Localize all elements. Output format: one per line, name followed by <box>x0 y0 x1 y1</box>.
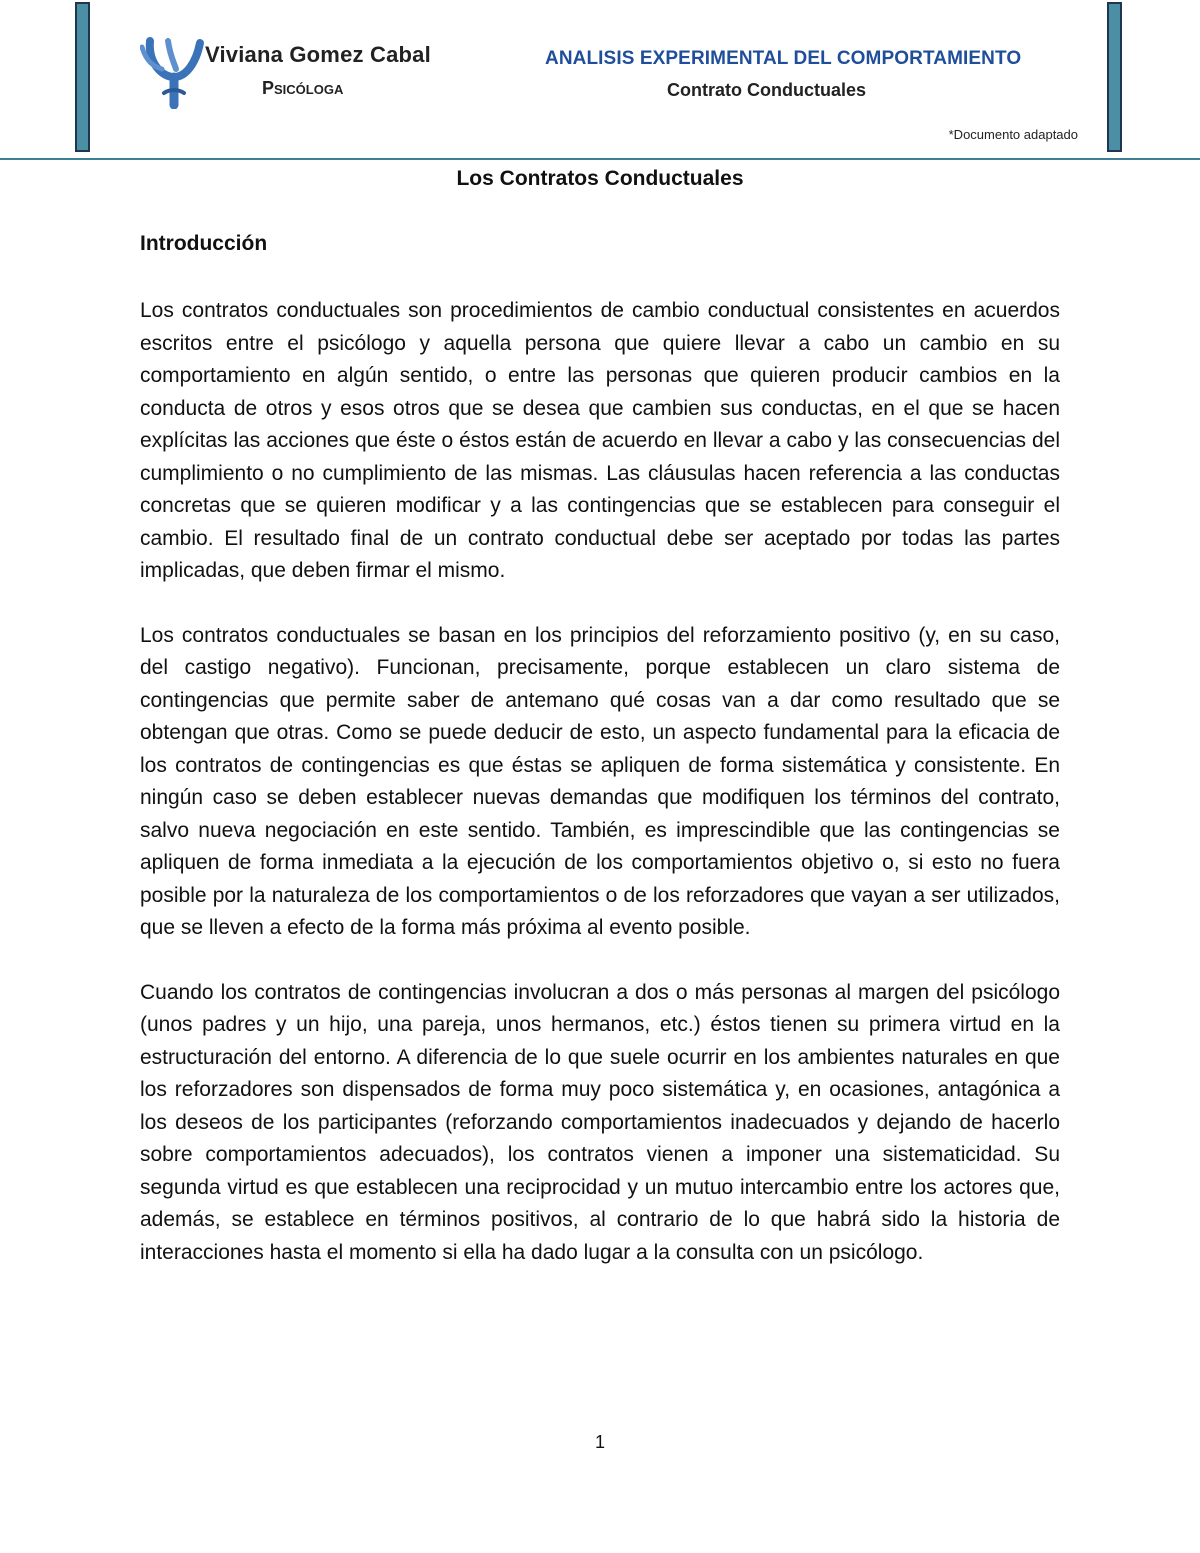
paragraph: Cuando los contratos de contingencias involucran a dos o más personas al margen del psicólogo (unos padres y un hijo, una pareja, unos hermanos, etc.) éstos tienen su primera virtud en la estructuración del entorno. A diferencia de lo que suele ocurrir en los ambientes naturales en que los reforzadores son dispensados de forma muy poco sistemática y, en ocasiones, antagónica a los deseos de los participantes (reforzando comportamientos inadecuados y dejando de hacerlo sobre comportamientos adecuados), los contratos vienen a imponer una sistematicidad. Su segunda virtud es que establecen una reciprocidad y un mutuo intercambio entre los actores que, además, se establece en términos positivos, al contrario de lo que habrá sido la historia de interacciones hasta el momento si ella ha dado lugar a la consulta con un psicólogo. <box>140 980 1060 1264</box>
header-divider <box>0 158 1200 160</box>
header-title: ANALISIS EXPERIMENTAL DEL COMPORTAMIENTO <box>545 48 1022 69</box>
logo-icon <box>140 33 210 109</box>
page-number: 1 <box>594 1432 605 1452</box>
left-accent-bar <box>75 2 90 152</box>
logo-name: Viviana Gomez Cabal <box>205 42 431 67</box>
document-title: Los Contratos Conductuales <box>456 167 744 190</box>
paragraph: Los contratos conductuales se basan en los principios del reforzamiento positivo (y, en su caso, del castigo negativo). Funcionan, precisamente, porque establecen un claro sistema de contingencias que permite saber de antemano qué cosas van a dar como resultado que se obtengan que otras. Como se puede deducir de esto, un aspecto fundamental para la eficacia de los contratos de contingencias es que éstas se apliquen de forma sistemática y consistente. En ningún caso se deben establecer nuevas demandas que modifiquen los términos del contrato, salvo nueva negociación en este sentido. También, es imprescindible que las contingencias se apliquen de forma inmediata a la ejecución de los comportamientos objetivo o, si esto no fuera posible por la naturaleza de los comportamientos o de los reforzadores que vayan a ser utilizados, que se lleven a efecto de la forma más próxima al evento posible. <box>140 623 1060 939</box>
paragraph: Los contratos conductuales son procedimientos de cambio conductual consistentes en acuerdos escritos entre el psicólogo y aquella persona que quiere llevar a cabo un cambio en su comportamiento en algún sentido, o entre las personas que quieren producir cambios en la conducta de otros y esos otros que se desea que cambien sus conductas, en el que se hacen explícitas las acciones que éste o éstos están de acuerdo en llevar a cabo y las consecuencias del cumplimiento o no cumplimiento de las mismas. Las cláusulas hacen referencia a las conductas concretas que se quieren modificar y a las contingencias que se establecen para conseguir el cambio. El resultado final de un contrato conductual debe ser aceptado por todas las partes implicadas, que deben firmar el mismo. <box>140 299 1060 582</box>
body-text <box>140 295 1060 1301</box>
logo-subtitle: Psicóloga <box>262 78 344 98</box>
header-note: *Documento adaptado <box>948 127 1078 142</box>
section-heading: Introducción <box>140 232 268 255</box>
header-subtitle: Contrato Conductuales <box>667 80 867 100</box>
right-accent-bar <box>1107 2 1122 152</box>
